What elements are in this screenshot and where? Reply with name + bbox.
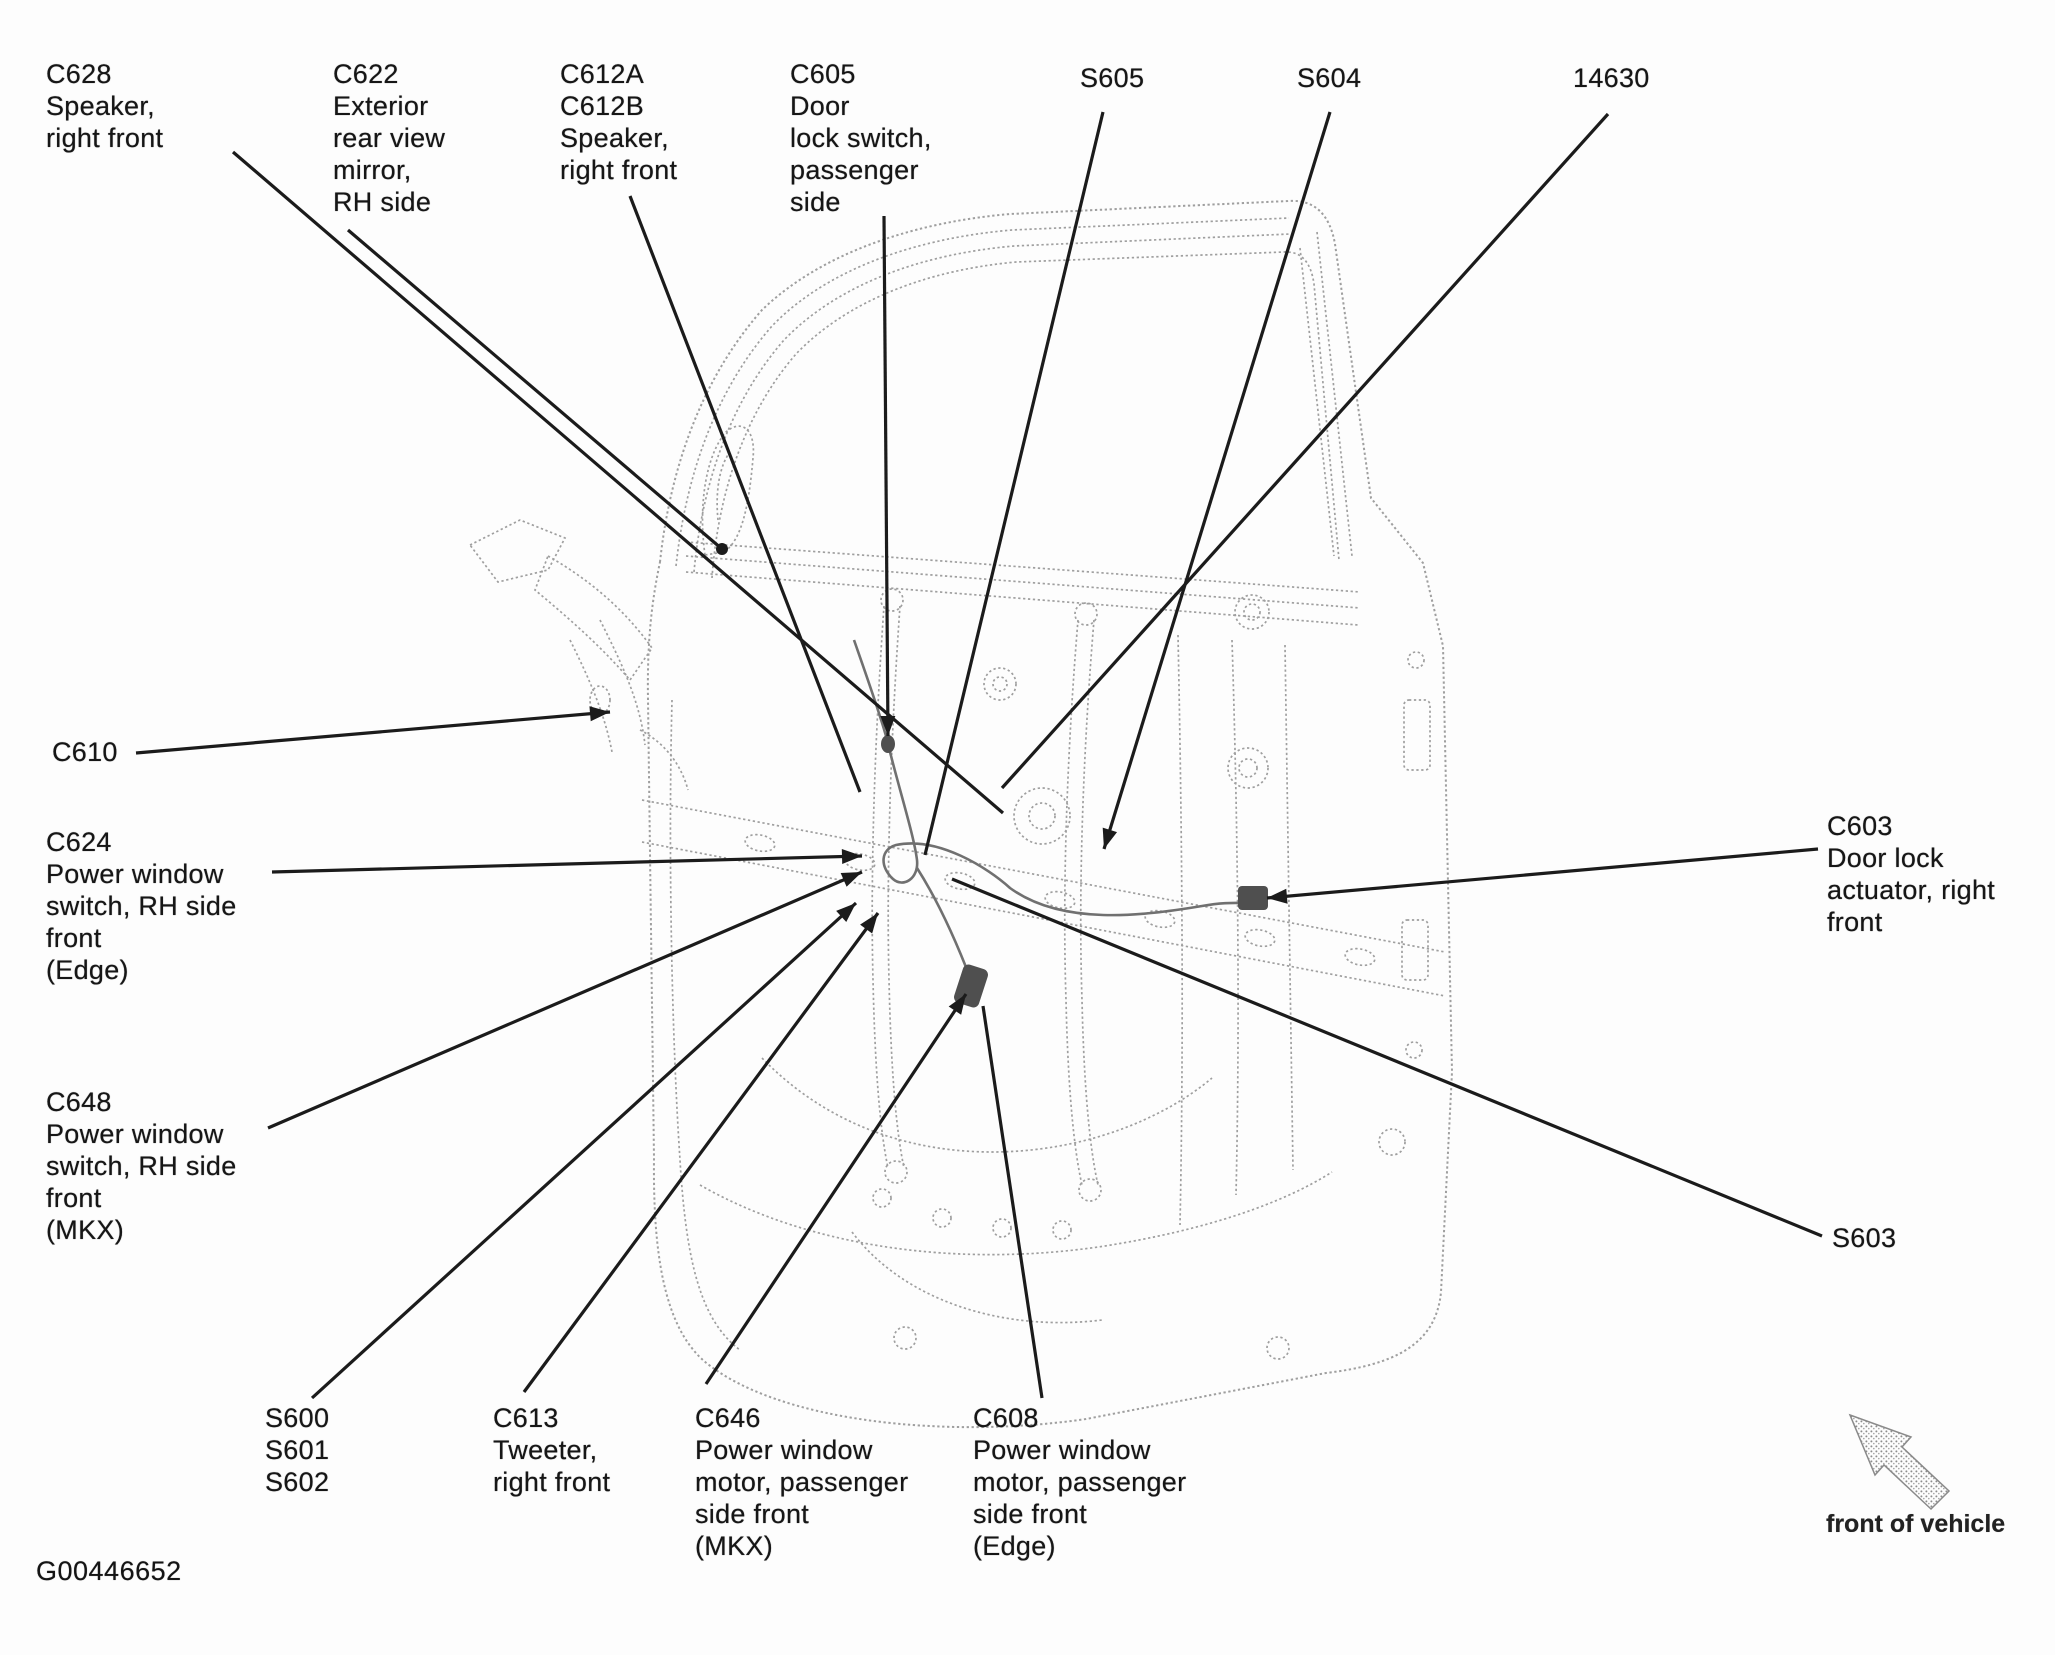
leader-line-c612 (630, 196, 860, 792)
leader-line-c605 (884, 216, 888, 736)
leader-line-c622 (348, 230, 722, 549)
callout-line: front (46, 1183, 102, 1213)
callout-line: S604 (1297, 63, 1362, 93)
callout-line: motor, passenger (695, 1467, 909, 1497)
callout-line: (MKX) (695, 1531, 773, 1561)
callout-line: C648 (46, 1087, 112, 1117)
leader-line-c613 (524, 913, 878, 1392)
leader-arrowhead-c648 (841, 872, 862, 887)
leader-line-c608 (983, 1006, 1042, 1398)
callout-line: C628 (46, 59, 112, 89)
leader-line-c646 (706, 994, 966, 1384)
callout-line: front (46, 923, 102, 953)
callout-line: 14630 (1573, 63, 1650, 93)
callout-line: (Edge) (973, 1531, 1056, 1561)
callout-line: S603 (1832, 1223, 1897, 1253)
leader-arrowhead-c613 (860, 913, 878, 934)
callout-line: C603 (1827, 811, 1893, 841)
callout-line: side front (973, 1499, 1088, 1529)
leader-arrowhead-s604 (1103, 828, 1117, 849)
callout-line: C608 (973, 1403, 1039, 1433)
callout-line: C612A (560, 59, 645, 89)
figure-code: G00446652 (36, 1556, 182, 1586)
leader-line-c603 (1267, 849, 1818, 898)
callout-line: motor, passenger (973, 1467, 1187, 1497)
callout-line: front (1827, 907, 1883, 937)
callout-line: C613 (493, 1403, 559, 1433)
leader-line-c648 (268, 872, 862, 1128)
front-of-vehicle-label: front of vehicle (1826, 1510, 2006, 1538)
leader-line-s600 (312, 903, 856, 1398)
leader-line-c624 (272, 856, 862, 872)
callout-line: lock switch, (790, 123, 932, 153)
callout-line: right front (560, 155, 678, 185)
callout-line: Power window (695, 1435, 873, 1465)
callout-line: C605 (790, 59, 856, 89)
callout-line: C624 (46, 827, 112, 857)
leader-line-14630 (1002, 114, 1608, 788)
callout-line: Speaker, (46, 91, 155, 121)
callout-line: right front (493, 1467, 611, 1497)
callout-line: S601 (265, 1435, 330, 1465)
leader-line-c610 (136, 712, 610, 753)
callout-line: C610 (52, 737, 118, 767)
callout-line: S602 (265, 1467, 330, 1497)
callout-line: Door (790, 91, 850, 121)
callout-line: Door lock (1827, 843, 1944, 873)
leader-arrowhead-c605 (880, 716, 895, 736)
callout-line: (MKX) (46, 1215, 124, 1245)
callout-line: right front (46, 123, 164, 153)
callout-line: C646 (695, 1403, 761, 1433)
leader-line-s604 (1104, 112, 1330, 849)
callout-line: S600 (265, 1403, 330, 1433)
callout-line: Power window (46, 859, 224, 889)
callout-line: Speaker, (560, 123, 669, 153)
callout-line: side front (695, 1499, 810, 1529)
callout-line: (Edge) (46, 955, 129, 985)
callout-line: C612B (560, 91, 645, 121)
callout-line: switch, RH side (46, 891, 237, 921)
callout-line: switch, RH side (46, 1151, 237, 1181)
callout-line: actuator, right (1827, 875, 1996, 905)
leader-arrowhead-c624 (842, 849, 862, 864)
callout-line: side (790, 187, 841, 217)
callout-line: rear view (333, 123, 446, 153)
leader-arrowhead-c646 (949, 994, 966, 1015)
callout-line: RH side (333, 187, 432, 217)
leader-dot-c622 (716, 543, 728, 555)
callout-line: Power window (973, 1435, 1151, 1465)
leader-line-s605 (925, 112, 1103, 855)
callout-line: mirror, (333, 155, 412, 185)
callout-line: Tweeter, (493, 1435, 598, 1465)
callout-line: Power window (46, 1119, 224, 1149)
leader-line-s603 (952, 879, 1822, 1236)
callout-line: C622 (333, 59, 399, 89)
callout-line: Exterior (333, 91, 429, 121)
callout-line: S605 (1080, 63, 1145, 93)
callout-line: passenger (790, 155, 919, 185)
